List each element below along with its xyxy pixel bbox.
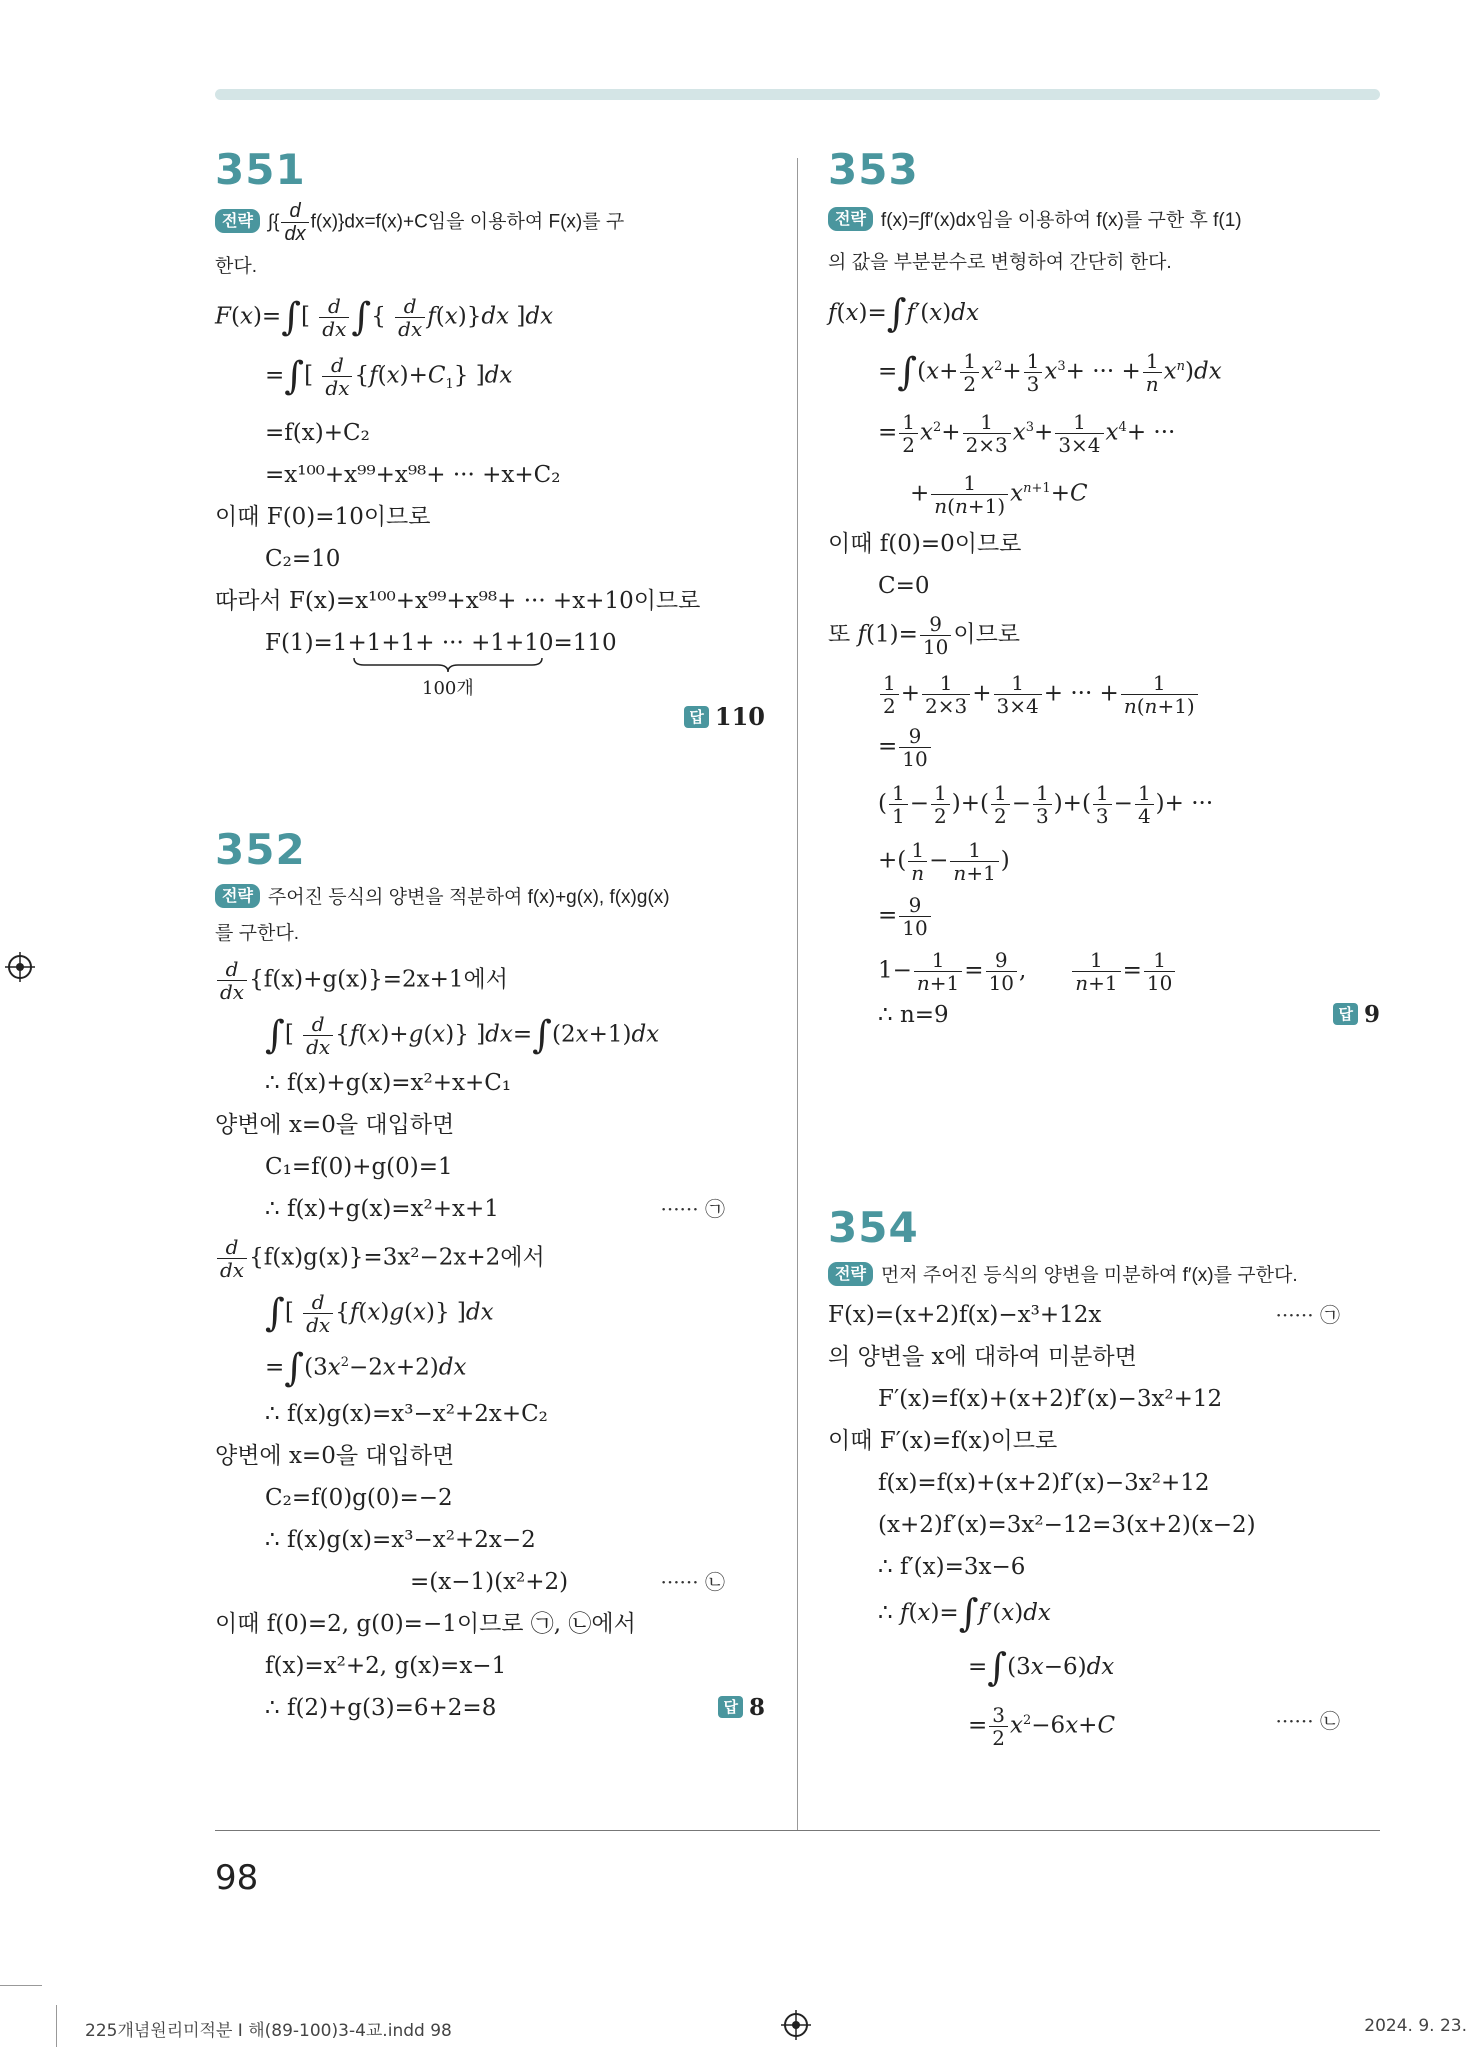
solution-line: = $\frac{9}{10}$ <box>828 725 1380 770</box>
solution-line: = $\frac{1}{2}$ $x^2+$ $\frac{1}{2\times 3}$ $x^3+$ $\frac{1}{3\times 4}$ $x^4+$ ··· <box>878 410 1176 458</box>
solution-line: =∫(x+ $\frac{1}{2}$ $x^2+$ $\frac{1}{3}$ $x^3+$ ··· + $\frac{1}{n}$ $x^n)dx$ <box>878 349 1222 397</box>
strategy-badge: 전략 <box>215 884 260 908</box>
solution-line: ∴ f(2)+g(3)=6+2=8 답 8 <box>215 1687 765 1729</box>
solution-line: + $\frac{1}{n(n+1)}$ $x^{n+1}+C$ <box>910 471 1088 519</box>
solution-line: 이때 f(0)=0이므로 <box>828 531 1022 558</box>
marker-a: ······ ㉠ <box>660 1197 725 1221</box>
strategy-badge: 전략 <box>828 1262 873 1286</box>
solution-line: 의 양변을 x에 대하여 미분하면 <box>828 1344 1137 1370</box>
solution-line: C₁=f(0)+g(0)=1 <box>265 1154 453 1180</box>
problem-number: 352 <box>215 825 306 874</box>
solution-line: ∴ f′(x)=3x−6 <box>878 1554 1026 1580</box>
registration-mark-icon <box>5 952 35 982</box>
bottom-rule <box>215 1830 1380 1831</box>
solution-line: ∫[ $\frac{d}{dx}$ {f(x)+g(x)} ]dx=∫(2x+1)dx <box>265 1012 660 1059</box>
solution-line: 이때 F(0)=10이므로 <box>215 504 431 531</box>
marker-b: ······ ㉡ <box>660 1569 725 1594</box>
solution-line: $\frac{d}{dx}$ {f(x)g(x)}=3x²−2x+2에서 <box>215 1236 765 1281</box>
marker-b: ······ ㉡ <box>1275 1709 1340 1733</box>
problem-number: 351 <box>215 145 306 194</box>
solution-line: 이때 f(0)=2, g(0)=−1이므로 ㉠, ㉡에서 <box>215 1610 636 1637</box>
solution-line: ∴ n=9 답 9 <box>828 994 1380 1036</box>
solution-line: ∴ f(x)g(x)=x³−x²+2x+C₂ <box>265 1400 548 1427</box>
strategy-text: 전략 f(x)=∫f′(x)dx임을 이용하여 f(x)를 구한 후 f(1) 의 값을 부분분수로 변형하여 간단히 한다. <box>828 209 1242 273</box>
answer: 답 9 <box>1333 994 1380 1036</box>
solution-line: $=\int(3x^2-2x+2)dx$ <box>265 1345 467 1390</box>
solution-line: ( $\frac{1}{1}$ − $\frac{1}{2}$ )+( $\frac{1}{2}$ − $\frac{1}{3}$ )+( $\frac{1}{3}$ − $\frac{1}{4}$ )+ ··· <box>878 781 1214 829</box>
problem-354 <box>828 1203 1380 1749</box>
crop-mark <box>0 1985 42 1986</box>
problem-352 <box>215 825 765 1729</box>
marker-a: ······ ㉠ <box>1275 1303 1340 1327</box>
solution-line: = $\frac{9}{10}$ <box>828 894 1380 939</box>
header-decor-bar <box>215 89 1380 100</box>
solution-line: ∴ f(x)=∫f′(x)dx <box>878 1591 1051 1635</box>
solution-line: ∫[ $\frac{d}{dx}$ {f(x)g(x)} ]dx <box>265 1290 494 1337</box>
solution-line: 또 f(1)= $\frac{9}{10}$ 이므로 <box>828 612 1021 660</box>
strategy-text: 전략 먼저 주어진 등식의 양변을 미분하여 f′(x)를 구한다. <box>828 1258 1380 1294</box>
solution-line: F(x)=∫[ $\frac{d}{dx}$ ∫{ $\frac{d}{dx}$ f(x)}dx ]dx <box>215 294 554 341</box>
solution-line: 양변에 x=0을 대입하면 <box>215 1112 455 1138</box>
solution-line: F′(x)=f(x)+(x+2)f′(x)−3x²+12 <box>878 1386 1223 1412</box>
solution-line: 양변에 x=0을 대입하면 <box>215 1442 455 1469</box>
solution-line: =∫(3x−6)dx <box>968 1645 1115 1689</box>
answer-badge: 답 <box>1333 1003 1358 1025</box>
page-number: 98 <box>215 1858 259 1898</box>
solution-line: ∴ f(x)+g(x)=x²+x+1 ······ ㉠ <box>215 1188 765 1230</box>
solution-line: F(1)=1+1+1+ ··· +1+10=110 <box>265 630 617 657</box>
problem-number: 354 <box>828 1203 919 1252</box>
strategy-badge: 전략 <box>215 209 260 233</box>
underbrace: 100개 <box>215 664 765 698</box>
underbrace-icon <box>352 656 544 674</box>
crop-mark <box>56 2005 57 2047</box>
solution-line: $\frac{d}{dx}$ {f(x)+g(x)}=2x+1에서 <box>215 958 765 1003</box>
problem-number: 353 <box>828 145 919 194</box>
answer-badge: 답 <box>718 1696 743 1718</box>
problem-351 <box>215 145 765 731</box>
solution-line: C₂=f(0)g(0)=−2 <box>265 1484 453 1511</box>
strategy-text: 전략 주어진 등식의 양변을 적분하여 f(x)+g(x), f(x)g(x) 를 구한다. <box>215 886 670 944</box>
strategy-badge: 전략 <box>828 207 873 231</box>
solution-line: (x+2)f′(x)=3x²−12=3(x+2)(x−2) <box>878 1512 1256 1538</box>
solution-line: = $\frac{3}{2}$ $x^2-6x+C$ ······ ㉡ <box>828 1700 1380 1749</box>
solution-line: ∴ f(x)+g(x)=x²+x+C₁ <box>265 1070 512 1096</box>
answer: 답 8 <box>718 1687 765 1729</box>
solution-line: =∫[ $\frac{d}{dx}$ $\{f(x)+C_1\}$ ]dx <box>265 353 513 400</box>
solution-line: +( $\frac{1}{n}$ − $\frac{1}{n+1}$ ) <box>878 838 1010 886</box>
answer-badge: 답 <box>684 706 709 728</box>
solution-line: 따라서 F(x)=x¹⁰⁰+x⁹⁹+x⁹⁸+ ··· +x+10이므로 <box>215 588 701 615</box>
solution-line: ∴ f(x)g(x)=x³−x²+2x−2 <box>265 1526 536 1553</box>
solution-line: =f(x)+C₂ <box>265 420 370 447</box>
solution-line: C=0 <box>878 573 930 600</box>
answer: 답 110 <box>215 702 765 731</box>
solution-line: f(x)=x²+2, g(x)=x−1 <box>265 1652 507 1679</box>
problem-353 <box>828 145 1380 1036</box>
footer-date: 2024. 9. 23. <box>1364 2016 1467 2036</box>
registration-mark-icon <box>781 2010 811 2040</box>
solution-line: =(x−1)(x²+2) ······ ㉡ <box>215 1561 765 1603</box>
solution-line: =x¹⁰⁰+x⁹⁹+x⁹⁸+ ··· +x+C₂ <box>265 462 561 489</box>
solution-line: 이때 F′(x)=f(x)이므로 <box>828 1428 1058 1454</box>
solution-line: $\frac{1}{2}$ + $\frac{1}{2\times 3}$ + $\frac{1}{3\times 4}$ + ··· + $\frac{1}{n(n+1)}$ <box>828 672 1380 717</box>
solution-line: f(x)=∫f′(x)dx <box>828 291 979 335</box>
solution-line: f(x)=f(x)+(x+2)f′(x)−3x²+12 <box>878 1470 1210 1496</box>
solution-line: 1− $\frac{1}{n+1}$ = $\frac{9}{10}$ , $\frac{1}{n+1}$ = $\frac{1}{10}$ <box>828 949 1380 994</box>
column-divider <box>797 158 798 1830</box>
solution-line: F(x)=(x+2)f(x)−x³+12x ······ ㉠ <box>828 1294 1380 1336</box>
strategy-text: 전략 ∫{ $\frac{d}{dx}$ f(x)}dx=f(x)+C임을 이용하여 F(x)를 구 한다. <box>215 200 625 277</box>
footer-file: 225개념원리미적분 Ⅰ 해(89-100)3-4교.indd 98 <box>85 2021 452 2041</box>
solution-line: C₂=10 <box>265 546 341 573</box>
